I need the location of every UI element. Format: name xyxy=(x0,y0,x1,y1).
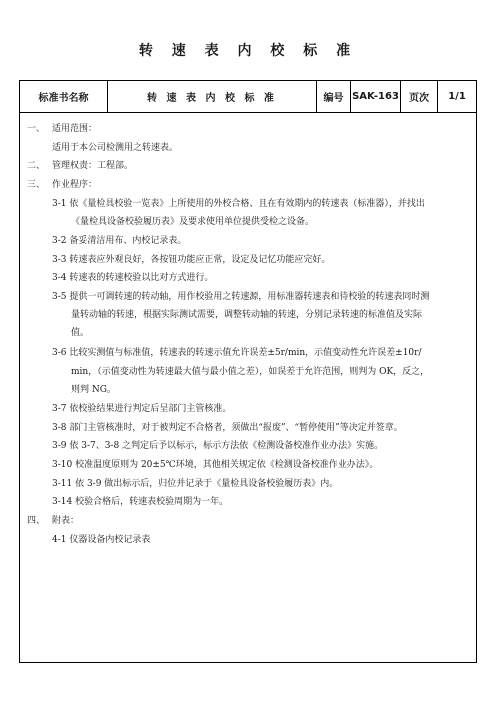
item-3-4: 3-4 转速表的转速校验以比对方式进行。 xyxy=(52,273,214,283)
item-3-5-line-3: 值。 xyxy=(71,328,90,338)
document-title: 转 速 表 内 校 标 准 xyxy=(138,43,358,59)
item-3-8: 3-8 部门主管核准时，对于被判定不合格者，须做出“报废”、“暂停使用”等决定并签章。 xyxy=(52,423,403,433)
document-frame xyxy=(19,80,477,663)
attachment-4-1: 4-1 仪器设备内校记录表 xyxy=(52,535,151,545)
item-3-5-line-2: 量转动轴的转速，根据实际测试需要，调整转动轴的转速，分别记录转速的标准值及实际 xyxy=(71,310,423,320)
page-label: 页次 xyxy=(401,81,438,112)
item-3-9: 3-9 依 3-7、3-8 之判定后予以标示，标示方法依《检测设备校准作业办法》实施。 xyxy=(52,441,384,451)
section-1-number: 一、 xyxy=(27,124,46,134)
section-1-text: 适用于本公司检测用之转速表。 xyxy=(52,143,179,153)
item-3-14: 3-14 校验合格后，转速表校验周期为一年。 xyxy=(52,497,229,507)
item-3-5-line-1: 3-5 提供一可调转速的转动轴，用作校验用之转速源，用标准器转速表和待校验的转速表同时测 xyxy=(52,292,430,302)
item-3-7: 3-7 依校验结果进行判定后呈部门主管核准。 xyxy=(52,404,232,414)
section-3-title: 作业程序： xyxy=(52,180,98,190)
section-2-title: 管理权责：工程部。 xyxy=(52,161,134,171)
item-3-11: 3-11 依 3-9 做出标示后，归位并记录于《量检具设备校验履历表》内。 xyxy=(52,479,339,489)
code-value: SAK-163 xyxy=(351,81,401,112)
item-3-6-line-2: min，（示值变动性为转速最大值与最小值之差），如误差于允许范围，则判为 OK，反之， xyxy=(71,367,430,377)
standard-name-label: 标准书名称 xyxy=(20,81,108,112)
section-2-number: 二、 xyxy=(27,161,46,171)
section-3-number: 三、 xyxy=(27,180,46,190)
item-3-10: 3-10 校准温度原则为 20±5℃环境，其他相关规定依《检测设备校准作业办法》。 xyxy=(52,460,379,470)
item-3-2: 3-2 备妥清洁用布、内校记录表。 xyxy=(52,236,187,246)
item-3-6-line-1: 3-6 比较实测值与标准值，转速表的转速示值允许误差±5r/min，示值变动性允许误差±10r/ xyxy=(52,348,422,358)
standard-name-value: 转 速 表 内 校 标 准 xyxy=(108,81,317,112)
item-3-3: 3-3 转速表应外观良好，各按钮功能应正常，设定及记忆功能应完好。 xyxy=(52,255,331,265)
header-row xyxy=(20,81,476,113)
page-value: 1/1 xyxy=(448,91,466,102)
section-4-number: 四、 xyxy=(27,516,46,526)
item-3-6-line-3: 则判 NG。 xyxy=(71,385,116,395)
item-3-1-line-1: 3-1 依《量检具校验一览表》上所使用的外校合格、且在有效期内的转速表（标准器），并找出 xyxy=(52,199,425,209)
section-4-title: 附表： xyxy=(52,516,80,526)
code-label: 编号 xyxy=(317,81,351,112)
section-1-title: 适用范围： xyxy=(52,124,98,134)
item-3-1-line-2: 《量检具设备校验履历表》及要求使用单位提供受检之设备。 xyxy=(71,217,315,227)
